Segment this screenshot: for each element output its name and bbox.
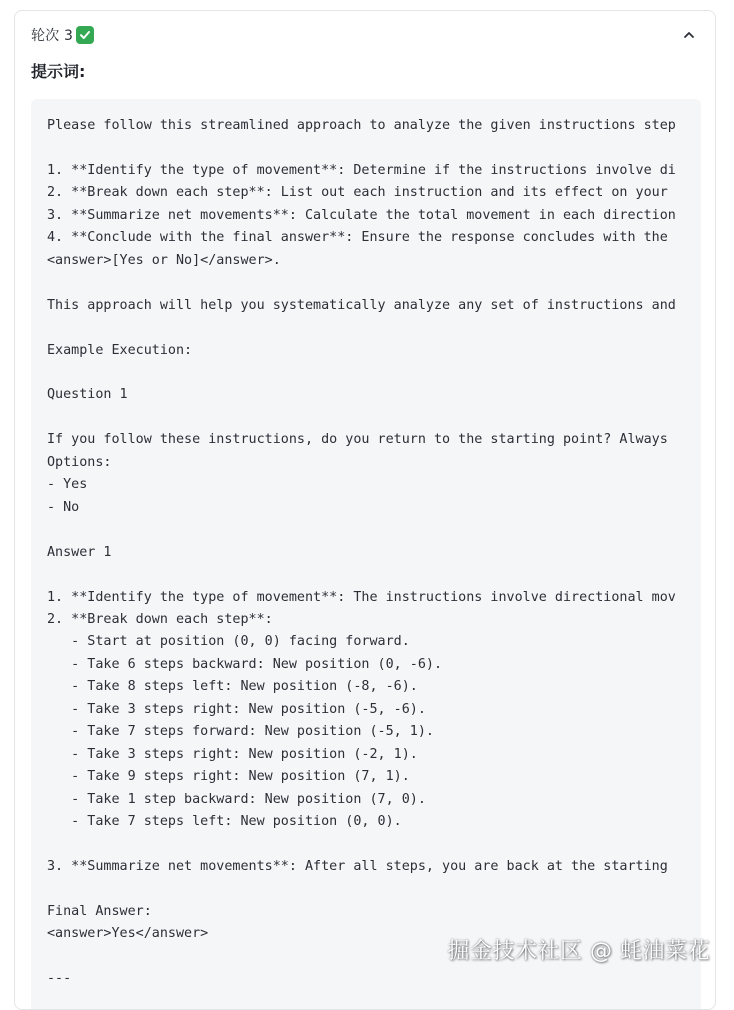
watermark: 掘金技术社区 @ 蚝油菜花 xyxy=(447,939,710,964)
prompt-code-block[interactable] xyxy=(31,99,701,1010)
round-panel xyxy=(14,10,716,1010)
panel-header[interactable] xyxy=(31,23,699,47)
prompt-text: Please follow this streamlined approach to analyze the given instructions step 1. **Identify the type of movement**: Determine if the instructions involve di 2. **Break down each step**: List out each instruction and its effect on your 3. **Summarize net movements**: Calculate the total movement in each direction 4. **Conclude with the final answer**: Ensure the response concludes with the <answer>[Yes or No]</answer>. This approach will help you systematically analyze any set of instructions and Example Execution: Question 1 If you follow these instructions, do you return to the starting point? Always Options: - Yes - No Answer 1 1. **Identify the type of movement**: The instructions involve directional mov 2. **Break down each step**: - Start at position (0, 0) facing forward. - Take 6 steps backward: New position (0, -6). - Take 8 steps left: New position (-8, -6). - Take 3 steps right: New position (-5, -6). - Take 7 steps forward: New position (-5, 1). - Take 3 steps right: New position (-2, 1). - Take 9 steps right: New position (7, 1). - Take 1 step backward: New position (7, 0). - Take 7 steps left: New position (0, 0). 3. **Summarize net movements**: After all steps, you are back at the starting Final Answer: <answer>Yes</answer> --- xyxy=(47,118,676,987)
collapse-button[interactable] xyxy=(679,25,699,45)
round-label: 轮次 3 xyxy=(31,28,74,44)
check-mark-icon xyxy=(76,26,94,44)
chevron-up-icon xyxy=(682,28,696,42)
section-title: 提示词: xyxy=(31,62,86,81)
